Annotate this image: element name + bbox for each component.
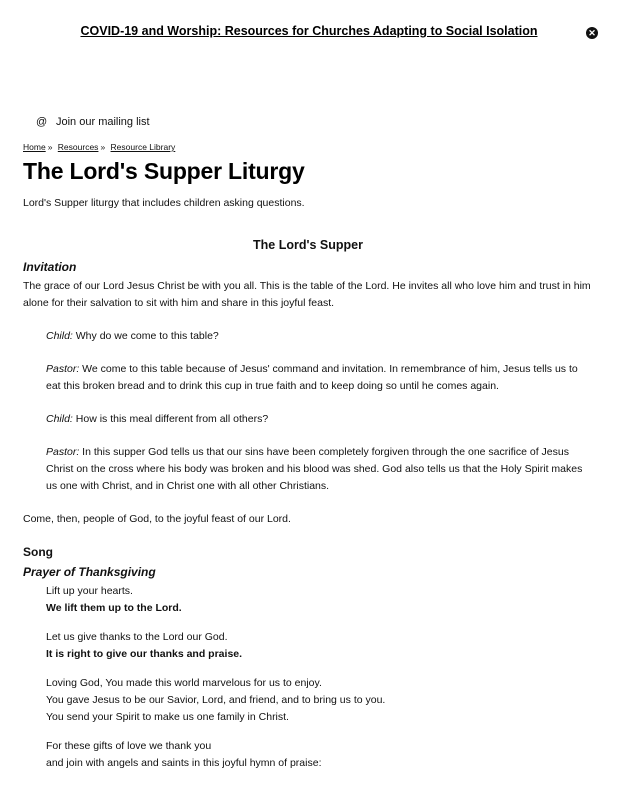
prayer-line: You send your Spirit to make us one family in Christ. (46, 711, 289, 723)
breadcrumb-resources[interactable]: Resources (57, 142, 99, 152)
leader-line: Lift up your hearts. (46, 585, 133, 597)
dialogue-line (46, 361, 593, 395)
response-line (46, 646, 593, 663)
liturgy-body (23, 237, 593, 772)
dialogue-line (46, 328, 593, 345)
mailing-list-link[interactable] (36, 116, 150, 128)
prayer-line: You gave Jesus to be our Savior, Lord, and friend, and to bring us to you. (46, 694, 386, 706)
liturgy-heading: The Lord's Supper (253, 238, 363, 252)
dialogue-role: Pastor: (46, 363, 80, 375)
dialogue-line (46, 444, 593, 495)
breadcrumb-home[interactable]: Home (23, 142, 46, 152)
prayer-line: For these gifts of love we thank you (46, 740, 212, 752)
close-icon[interactable]: ✕ (586, 27, 598, 39)
song-heading: Song (23, 545, 53, 559)
dialogue-role: Child: (46, 330, 73, 342)
prayer-line: Loving God, You made this world marvelous for us to enjoy. (46, 677, 322, 689)
breadcrumb-separator: » (47, 142, 53, 152)
breadcrumb-separator: » (100, 142, 106, 152)
breadcrumb-resource-library[interactable]: Resource Library (110, 142, 176, 152)
response-text: We lift them up to the Lord. (46, 602, 182, 614)
announcement-banner (0, 24, 618, 38)
closing-text: Come, then, people of God, to the joyful feast of our Lord. (23, 513, 291, 525)
dialogue-text: In this supper God tells us that our sins have been completely forgiven through the one sacrifice of Jesus Christ on the cross where his body was broken and his blood was shed. God also tells us that the Holy Spirit makes us one with Christ, and in Christ one with all other Christians. (46, 446, 583, 492)
response-text: It is right to give our thanks and praise. (46, 648, 243, 660)
page-summary: Lord's Supper liturgy that includes children asking questions. (23, 197, 305, 209)
prayer-line: and join with angels and saints in this joyful hymn of praise: (46, 757, 322, 769)
dialogue-text: We come to this table because of Jesus' command and invitation. In remembrance of him, Jesus tells us to eat this broken bread and to drink this cup in true faith and to keep doing so until he comes again. (46, 363, 578, 392)
at-icon: @ (36, 116, 48, 128)
dialogue-line (46, 411, 593, 428)
mailing-list-label: Join our mailing list (56, 116, 150, 128)
dialogue-role: Child: (46, 413, 73, 425)
dialogue-role: Pastor: (46, 446, 80, 458)
breadcrumb (23, 142, 175, 152)
dialogue-text: How is this meal different from all others? (72, 413, 269, 425)
leader-line: Let us give thanks to the Lord our God. (46, 631, 228, 643)
invitation-text: The grace of our Lord Jesus Christ be with you all. This is the table of the Lord. He invites all who love him and trust in him alone for their salvation to sit with him and share in this joyful feast. (23, 280, 591, 309)
prayer-heading: Prayer of Thanksgiving (23, 565, 156, 579)
dialogue-text: Why do we come to this table? (72, 330, 219, 342)
page-title: The Lord's Supper Liturgy (23, 158, 305, 184)
response-line (46, 600, 593, 617)
banner-link[interactable]: COVID-19 and Worship: Resources for Churches Adapting to Social Isolation (80, 24, 538, 38)
invitation-heading: Invitation (23, 260, 77, 274)
